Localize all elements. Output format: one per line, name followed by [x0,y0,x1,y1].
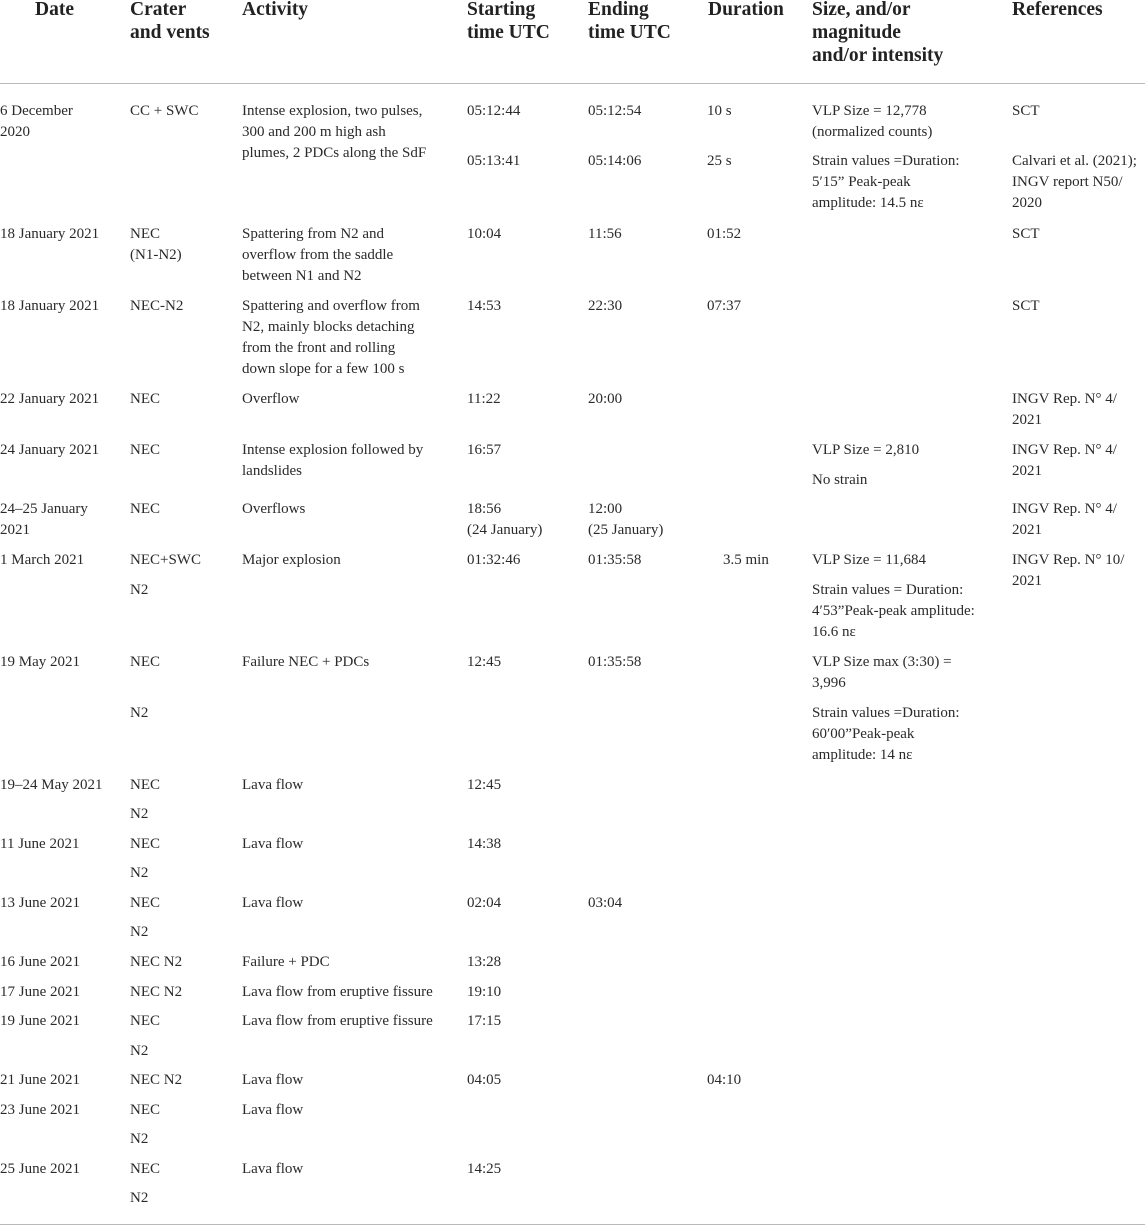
cell-crater-vents: N2 [130,705,149,721]
cell-references: SCT [1012,103,1040,119]
cell-crater-vents: NEC-N2 [130,298,184,314]
cell-crater-vents: NEC [130,836,160,852]
cell-date: 11 June 2021 [0,836,80,852]
cell-starting-time: 14:25 [467,1161,502,1177]
cell-crater-vents: NEC [130,654,160,670]
cell-starting-time: 11:22 [467,391,501,407]
cell-date: 13 June 2021 [0,895,80,911]
cell-starting-time: 16:57 [467,442,502,458]
cell-starting-time: 13:28 [467,954,502,970]
cell-activity: Lava flow [242,836,304,852]
cell-starting-time: 18:56 (24 January) [467,501,543,538]
cell-activity: Failure + PDC [242,954,330,970]
cell-starting-time: 10:04 [467,226,502,242]
cell-activity: Overflow [242,391,300,407]
cell-size-magnitude: VLP Size = 11,684 [812,552,927,568]
cell-size-magnitude: No strain [812,472,868,488]
cell-date: 6 December 2020 [0,103,73,140]
cell-references: Calvari et al. (2021); INGV report N50/ 2020 [1012,153,1137,211]
cell-crater-vents: NEC+SWC [130,552,201,568]
cell-duration: 10 s [707,103,732,119]
cell-date: 19 June 2021 [0,1013,80,1029]
cell-activity: Spattering from N2 and overflow from the saddle between N1 and N2 [242,226,394,284]
cell-starting-time: 12:45 [467,654,502,670]
cell-date: 16 June 2021 [0,954,80,970]
cell-starting-time: 14:53 [467,298,502,314]
header-date: Date [35,0,74,20]
cell-size-magnitude: Strain values =Duration: 60′00”Peak-peak amplitude: 14 nε [812,705,960,763]
cell-date: 25 June 2021 [0,1161,80,1177]
cell-ending-time: 20:00 [588,391,623,407]
cell-activity: Failure NEC + PDCs [242,654,370,670]
cell-crater-vents: NEC N2 [130,954,183,970]
cell-crater-vents: NEC [130,391,160,407]
cell-references: INGV Rep. N° 4/ 2021 [1012,501,1117,538]
cell-crater-vents: NEC [130,1102,160,1118]
cell-date: 24 January 2021 [0,442,100,458]
cell-size-magnitude: Strain values =Duration: 5′15” Peak-peak amplitude: 14.5 nε [812,153,960,211]
cell-ending-time: 01:35:58 [588,654,642,670]
cell-references: SCT [1012,226,1040,242]
cell-date: 19 May 2021 [0,654,80,670]
cell-activity: Lava flow [242,1102,304,1118]
header-starting-time: Starting time UTC [467,0,550,43]
cell-date: 1 March 2021 [0,552,85,568]
cell-crater-vents: CC + SWC [130,103,199,119]
cell-activity: Lava flow [242,1072,304,1088]
cell-starting-time: 01:32:46 [467,552,521,568]
cell-date: 23 June 2021 [0,1102,80,1118]
cell-date: 24–25 January 2021 [0,501,88,538]
cell-ending-time: 03:04 [588,895,623,911]
cell-size-magnitude: VLP Size = 2,810 [812,442,920,458]
cell-crater-vents: NEC [130,442,160,458]
cell-starting-time: 05:12:44 [467,103,521,119]
cell-activity: Overflows [242,501,306,517]
cell-crater-vents: NEC [130,895,160,911]
cell-starting-time: 02:04 [467,895,502,911]
cell-duration: 07:37 [707,298,742,314]
cell-crater-vents: N2 [130,924,149,940]
cell-duration: 04:10 [707,1072,742,1088]
header-duration: Duration [708,0,784,20]
cell-starting-time: 14:38 [467,836,502,852]
cell-crater-vents: N2 [130,865,149,881]
cell-ending-time: 22:30 [588,298,623,314]
cell-ending-time: 12:00 (25 January) [588,501,664,538]
header-size: Size, and/or magnitude and/or intensity [812,0,944,66]
cell-starting-time: 12:45 [467,777,502,793]
cell-duration: 01:52 [707,226,742,242]
cell-date: 18 January 2021 [0,298,100,314]
cell-references: INGV Rep. N° 4/ 2021 [1012,442,1117,479]
cell-duration: 3.5 min [723,552,769,568]
header-ending-time: Ending time UTC [588,0,671,43]
cell-starting-time: 05:13:41 [467,153,521,169]
cell-activity: Spattering and overflow from N2, mainly blocks detaching from the front and rolling down slope for a few 100 s [242,298,420,377]
cell-size-magnitude: Strain values = Duration: 4′53”Peak-peak amplitude: 16.6 nε [812,582,975,640]
cell-crater-vents: NEC N2 [130,1072,183,1088]
cell-crater-vents: NEC [130,1161,160,1177]
cell-crater-vents: N2 [130,1043,149,1059]
cell-activity: Lava flow [242,895,304,911]
cell-activity: Major explosion [242,552,341,568]
cell-date: 18 January 2021 [0,226,100,242]
cell-date: 22 January 2021 [0,391,100,407]
cell-size-magnitude: VLP Size = 12,778 (normalized counts) [812,103,933,140]
cell-starting-time: 19:10 [467,984,502,1000]
header-rule [0,83,1145,84]
cell-activity: Intense explosion, two pulses, 300 and 200 m high ash plumes, 2 PDCs along the SdF [242,103,427,161]
cell-crater-vents: NEC [130,501,160,517]
cell-ending-time: 01:35:58 [588,552,642,568]
cell-crater-vents: NEC N2 [130,984,183,1000]
cell-duration: 25 s [707,153,732,169]
cell-crater-vents: N2 [130,806,149,822]
cell-references: SCT [1012,298,1040,314]
cell-size-magnitude: VLP Size max (3:30) = 3,996 [812,654,952,691]
bottom-rule [0,1224,1145,1225]
cell-activity: Intense explosion followed by landslides [242,442,424,479]
cell-starting-time: 04:05 [467,1072,502,1088]
cell-activity: Lava flow from eruptive fissure [242,984,433,1000]
cell-activity: Lava flow from eruptive fissure [242,1013,433,1029]
cell-starting-time: 17:15 [467,1013,502,1029]
cell-crater-vents: NEC [130,1013,160,1029]
header-activity: Activity [242,0,309,20]
cell-date: 19–24 May 2021 [0,777,103,793]
cell-ending-time: 05:12:54 [588,103,642,119]
cell-activity: Lava flow [242,1161,304,1177]
cell-references: INGV Rep. N° 10/ 2021 [1012,552,1125,589]
cell-ending-time: 05:14:06 [588,153,642,169]
cell-references: INGV Rep. N° 4/ 2021 [1012,391,1117,428]
cell-date: 17 June 2021 [0,984,80,1000]
cell-crater-vents: NEC [130,777,160,793]
header-references: References [1012,0,1103,20]
cell-crater-vents: N2 [130,1131,149,1147]
cell-date: 21 June 2021 [0,1072,80,1088]
cell-ending-time: 11:56 [588,226,622,242]
cell-crater-vents: N2 [130,582,149,598]
cell-crater-vents: NEC (N1-N2) [130,226,182,263]
header-crater-vents: Crater and vents [130,0,210,43]
cell-activity: Lava flow [242,777,304,793]
cell-crater-vents: N2 [130,1190,149,1206]
